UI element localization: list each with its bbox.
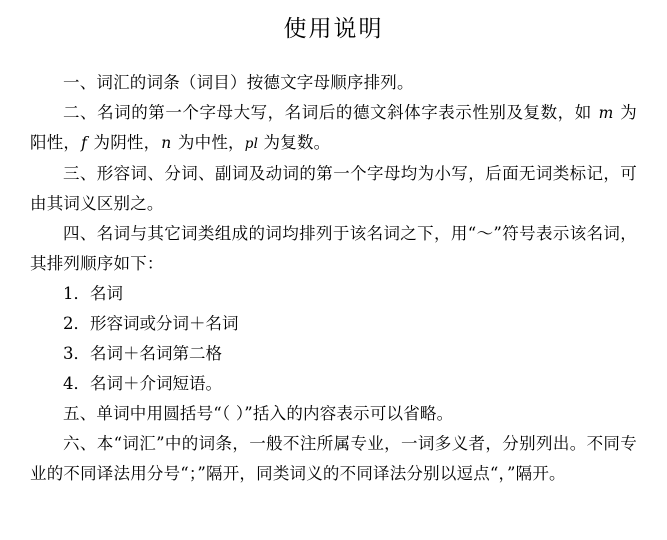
paragraph-3-text: 三、形容词、分词、副词及动词的第一个字母均为小写，后面无词类标记，可由其词义区别之。 <box>30 164 637 213</box>
paragraph-1 <box>30 68 637 98</box>
paragraph-2-text-d: 为中性， <box>172 133 245 152</box>
gender-abbr-neuter: n <box>161 134 172 152</box>
page-title: 使用说明 <box>283 16 384 42</box>
paragraph-2-text-e: 为复数。 <box>258 133 331 152</box>
gender-abbr-masculine: m <box>598 104 614 122</box>
gender-abbr-feminine: f <box>81 134 88 152</box>
paragraph-4-text: 四、名词与其它词类组成的词均排列于该名词之下，用“～”符号表示该名词，其排列顺序如下： <box>30 224 637 273</box>
paragraph-5-text: 五、单词中用圆括号“（ ）”括入的内容表示可以省略。 <box>63 404 454 423</box>
list-item: 3．名词＋名词第二格 <box>63 344 222 363</box>
paragraph-2 <box>30 98 637 159</box>
paragraph-1-text: 一、词汇的词条（词目）按德文字母顺序排列。 <box>63 73 414 92</box>
paragraph-2-text-a: 二、名词的第一个字母大写，名词后的德文斜体字表示性别及复数，如 <box>63 103 598 122</box>
list-item: 1．名词 <box>63 284 123 303</box>
list-item: 4．名词＋介词短语。 <box>63 374 222 393</box>
paragraph-2-text-c: 为阴性， <box>88 133 161 152</box>
paragraph-2-text-b: 为阳性， <box>30 103 637 152</box>
paragraph-4 <box>30 219 637 279</box>
gender-abbr-plural: pl <box>244 136 259 152</box>
paragraph-6 <box>30 429 637 489</box>
paragraph-5 <box>30 399 637 429</box>
paragraph-6-text: 六、本“词汇”中的词条，一般不注所属专业，一词多义者，分别列出。不同专业的不同译法用分号“；”隔开，同类词义的不同译法分别以逗点“，”隔开。 <box>30 434 637 483</box>
paragraph-3 <box>30 159 637 219</box>
list-item: 2．形容词或分词＋名词 <box>63 314 239 333</box>
